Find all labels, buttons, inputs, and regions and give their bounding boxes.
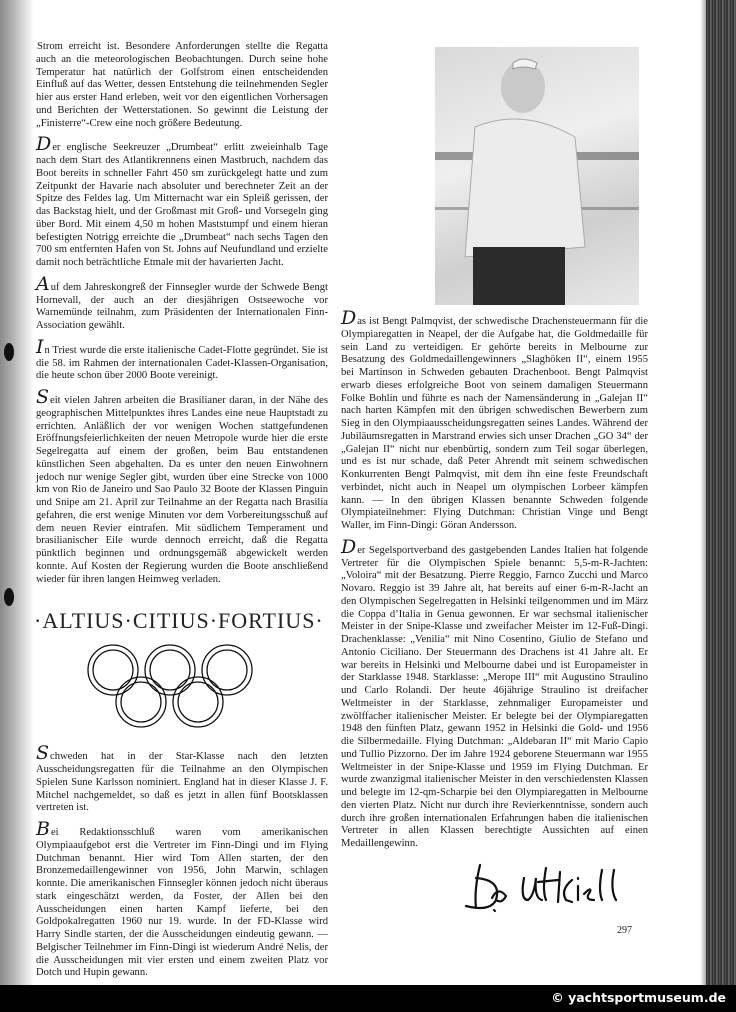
drop-initial: I bbox=[36, 335, 44, 358]
drop-initial: D bbox=[341, 535, 357, 558]
paragraph-text: er englische Seekreuzer „Drumbeat“ erlitt zweieinhalb Tage nach dem Start des Atlantikrennens einen Mastbruch, nachdem das Boot bereits in schneller Fahrt 450 sm zurückgelegt hatte und zum Zeitpunkt der Havarie nach absoluter und berechneter Zeit an der Spitze des Feldes lag. Um Mitternacht war ein Spleiß gerissen, der das Backstag hielt, und der Großmast mit Groß- und Vorsegeln ging über Bord. Mit einem 4,50 m hohen Maststumpf und einem hieran befestigten Notrigg erreichte die „Drumbeat“ nach sechs Tagen den 700 sm entfernten Hafen von St. Johns auf Neufundland und erzielte damit noch beträchtliche Etmale mit der havarierten Jacht. bbox=[36, 142, 328, 268]
book-binding-shadow bbox=[0, 0, 34, 985]
paragraph bbox=[36, 742, 328, 815]
drop-initial: S bbox=[36, 386, 50, 408]
drop-initial: D bbox=[36, 133, 52, 156]
drop-initial: A bbox=[36, 272, 50, 295]
page-stack-edge bbox=[700, 0, 736, 985]
paragraph bbox=[36, 818, 328, 980]
olympic-rings-icon bbox=[85, 642, 255, 732]
paragraph-text: chweden hat in der Star-Klasse nach den letzten Ausscheidungsregatten für die Teilnahme an den Olympischen Spielen Sune Karlsson nominiert. England hat in dieser Klasse J. F. Mitchel nachgemeldet, so daß es jetzt in allen fünf Bootsklassen vertreten ist. bbox=[36, 751, 328, 814]
author-signature bbox=[462, 860, 632, 915]
paragraph bbox=[341, 307, 648, 533]
drop-initial: D bbox=[341, 307, 357, 329]
watermark-text: © yachtsportmuseum.de bbox=[551, 990, 726, 1005]
right-column bbox=[341, 307, 648, 937]
paragraph bbox=[36, 386, 328, 586]
paragraph-text: as ist Bengt Palmqvist, der schwedische Drachensteuermann für die Olympiaregatten in Neapel, der die Aufgabe hat, die Goldmedaille für sein Land zu verteidigen. Er gehörte bereits in Melbourne zur Besatzung des Goldmedaillengewinners „Slaghöken II“, einem 1955 bei Martinson in Schweden gebauten Drachenboot. Bengt Palmqvist erwarb dieses erfolgreiche Boot von seinem damaligen Steuermann Folke Bohlin und führte es nach der Namensänderung in „Galejan II“ nach harten Kämpfen mit den übrigen schwedischen Bewerbern zum Sieg in den Olympiaausscheidungsregatten seines Landes. Während der Jubiläumsregatten in Marstrand erwies sich unser Drachen „GO 34“ der „Galejan II“ nicht nur ebenbürtig, sondern zum Teil sogar überlegen, und es ist nur schade, daß Peter Ahrendt mit seinem schwedischen Konkurrenten Bengt Palmqvist, mit dem ihn eine feste Freundschaft verbindet, nicht auch in Neapel um olympischen Lorbeer kämpfen kann. — In den übrigen Klassen benannte Schweden folgende Olympiateilnehmer: Flying Dutchman: Christian Vinge und Bengt Waller, im Finn-Dingi: Göran Andersson. bbox=[341, 316, 648, 531]
punch-hole bbox=[4, 343, 14, 361]
paragraph-text: n Triest wurde die erste italienische Cadet-Flotte gegründet. Sie ist die 58. im Rahmen der internationalen Cadet-Klassen-Organisation, die heute schon über 2000 Boote vereinigt. bbox=[36, 344, 328, 382]
paragraph bbox=[36, 133, 328, 270]
paragraph-text: uf dem Jahreskongreß der Finnsegler wurde der Schwede Bengt Hornevall, der auch an der diesjährigen Ostseewoche vor Warnemünde teilnahm, zum Präsidenten der Internationalen Finn-Association gewählt. bbox=[36, 281, 328, 331]
paragraph-text: er Segelsportverband des gastgebenden Landes Italien hat folgende Vertreter für die Olympischen Spiele benannt: 5,5-m-R-Jachten: „Voloira“ mit der Besatzung. Pierre Reggio, Farnco Zucchi und Marco Novaro. Reggio ist 39 Jahre alt, hat bereits auf einer 6-m-R-Jacht an den Olympischen Segelregatten in Helsinki teilgenommen und im März die Coppa d’Italia in Genua gewonnen. Er war sechsmal italienischer Meister in der Snipe-Klasse und zweifacher Meister im 12-Fuß-Dingi. Drachenklasse: „Venilia“ mit Nino Cosentino, Giulio de Stefano und Antonio Ciciliano. Der Steuermann des Drachens ist 41 Jahre alt. Er war bereits in Helsinki und Melbourne dabei und ist Europameister in der Starklasse 1948. Starklasse: „Merope III“ mit Augustino Straulino und Carlo Rolandi. Der heute 46jährige Straulino ist dreifacher Weltmeister in der Starklasse, zehnmaliger Europameister und zwölffacher italienischer Meister. Er belegte bei der Olympiaregatten 1948 den fünften Platz, gewann 1952 in Helsinki die Gold- und 1956 die Silbermedaille. Flying Dutchman: „Aldebaran II“ mit Mario Capio und Tullio Pizzorno. Der im Jahre 1924 geborene Steuermann war 1955 Weltmeister in der Snipe-Klasse und 1959 im Flying Dutchman. Er wurde zwanzigmal italienischer Meister in den verschiedensten Klassen und belegte im 12-qm-Scharpie bei den Olympiaregatten in Melbourne den vierten Platz. Nicht nur durch ihre Revierkenntnisse, sondern auch durch ihre großen internationalen Erfahrungen haben die italienischen Vertreter in allen Klassen berechtigte Aussichten auf einen Medaillengewinn. bbox=[341, 544, 648, 849]
paragraph bbox=[36, 335, 328, 383]
paragraph-text: Strom erreicht ist. Besondere Anforderungen stellte die Regatta auch an die meteorologischen Beobachtungen. Durch seine hohe Temperatur hat natürlich der Golfstrom einen entscheidenden Einfluß auf das Wetter, dessen Entstehung die teilnehmenden Segler hier aus erster Hand erleben, weit vor den eigentlichen Vorhersagen und Berichten der Wetterstationen. So gewinnt die Leistung der „Finisterre“-Crew eine noch größere Bedeutung. bbox=[36, 41, 328, 129]
drop-initial: B bbox=[36, 818, 50, 840]
page-number: 297 bbox=[617, 924, 632, 936]
drop-initial: S bbox=[36, 742, 50, 765]
portrait-photo bbox=[435, 47, 639, 305]
left-column bbox=[36, 38, 328, 989]
paragraph bbox=[36, 38, 328, 130]
paragraph bbox=[341, 535, 648, 851]
paragraph bbox=[36, 272, 328, 333]
punch-hole bbox=[4, 588, 14, 606]
paragraph-text: ei Redaktionsschluß waren vom amerikanischen Olympiaaufgebot erst die Vertreter im Finn-Dingi und im Flying Dutchman benannt. Hier wird Tom Allen starten, der den Bronzemedaillengewinner von 1956, John Marwin, schlagen konnte. Die amerikanischen Finnsegler können jedoch nicht überaus stark eingeschätzt werden, da Foster, der Allen bei den Ausscheidungen einen harten Kampf lieferte, bei den Goldpokalregatten 1960 nur 19. wurde. In der FD-Klasse wird Harry Sindle starten, der die Ausscheidungen eindeutig gewann. — Belgischer Teilnehmer im Finn-Dingi ist wiederum André Nelis, der die Ausscheidungen mit vier ersten und einem zweiten Platz vor Dotch und Hupin gewann. bbox=[36, 827, 328, 979]
olympic-motto: ·ALTIUS·CITIUS·FORTIUS· bbox=[34, 608, 324, 634]
paragraph-text: eit vielen Jahren arbeiten die Brasilianer daran, in der Nähe des geographischen Mittelpunktes ihres Landes eine neue Hauptstadt zu errichten. Anläßlich der vor wenigen Wochen stattgefundenen Eröffnungsfeierlichkeiten der neuen Metropole wurde hier die erste Segelregatta auf einem der großen, beim Bau entstandenen künstlichen Seen abgehalten. Da es unter den neuen Einwohnern jedoch nur wenige Segler gibt, wurden über eine Strecke von 1000 km von Rio de Janeiro und Sao Paulo 32 Boote der Klassen Pinguin und Snipe am 21. April zur Teilnahme an der Regatta nach Brasilia gefahren, die erst wenige Minuten vor dem Vorbereitungsschuß auf dem neuen Revier eintrafen. Mit südlichem Temperament und brasilianischer Eile wurde dennoch erreicht, daß die Regatta pünktlich beginnen und ordnungsgemäß abgewickelt werden konnte. Auf Kosten der Regierung wurden die Boote anschließend wieder für ihren langen Heimweg verladen. bbox=[36, 395, 328, 585]
